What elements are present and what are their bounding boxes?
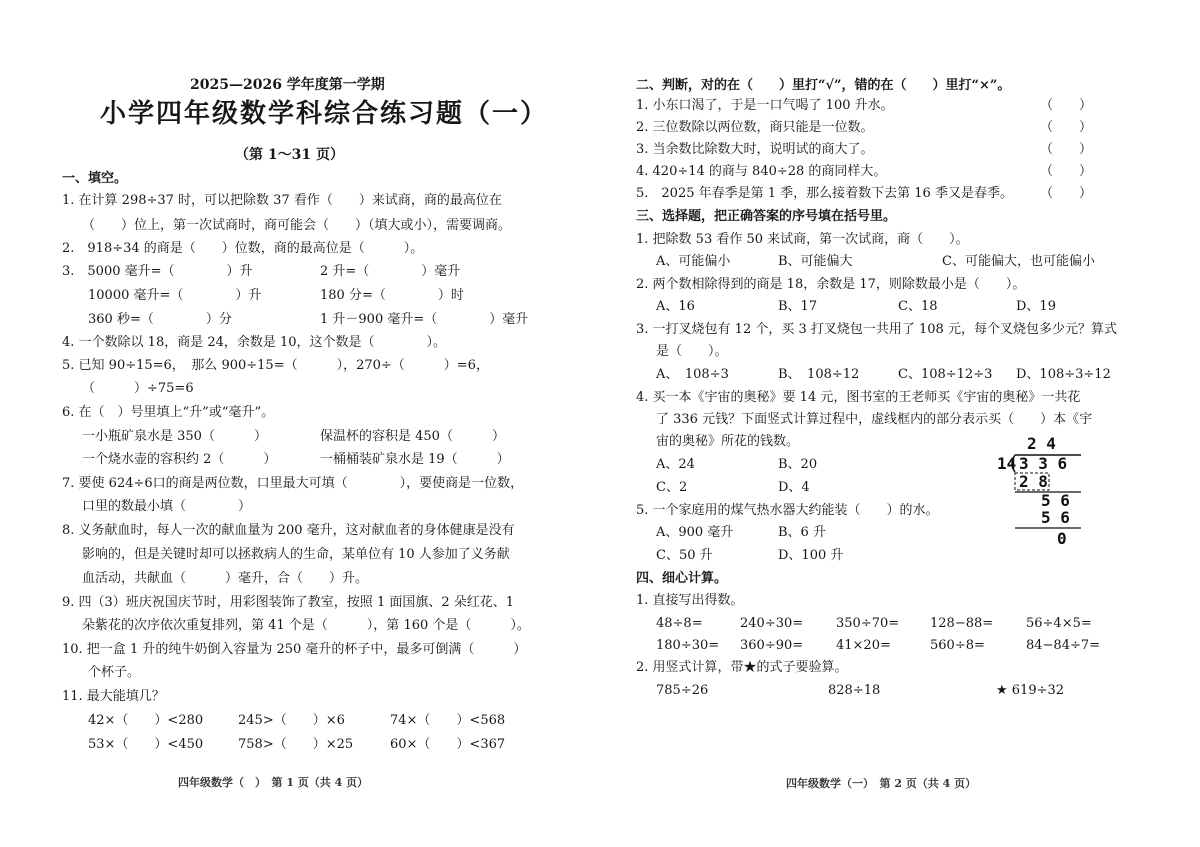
calc-item: 128−88=: [930, 616, 994, 631]
question-line: 2. 三位数除以两位数，商只能是一位数。: [636, 120, 874, 135]
option: C、50 升: [656, 548, 713, 563]
question-line: 180 分=（ ）时: [320, 288, 464, 303]
option: C、2: [656, 480, 688, 495]
right-page: [600, 0, 1200, 847]
question-line: 7. 要使 624÷6口的商是两位数，口里最大可填（ ），要使商是一位数，: [62, 476, 524, 491]
option: B、 108÷12: [778, 367, 860, 382]
long-division-diagram: [985, 432, 1095, 552]
option: A、可能偏小: [656, 254, 731, 269]
question-line: 5. 已知 90÷15=6， 那么 900÷15=（ ），270÷（ ）=6，: [62, 358, 489, 373]
calc-item: 785÷26: [656, 683, 709, 698]
option: A、24: [656, 457, 695, 472]
calc-item: 240÷30=: [740, 616, 804, 631]
question-line: 3. 5000 毫升=（ ）升: [62, 264, 253, 279]
question-line: 9. 四（3）班庆祝国庆节时，用彩图装饰了教室，按照 1 面国旗、2 朵红花、1: [62, 595, 515, 610]
division-step: 5 6: [1041, 491, 1070, 510]
answer-paren: （ ）: [1040, 120, 1093, 135]
option: B、20: [778, 457, 818, 472]
question-line: 一小瓶矿泉水是 350（ ）: [82, 429, 267, 444]
question-line: 1 升－900 毫升=（ ）毫升: [320, 312, 529, 327]
calc-item: 41×20=: [836, 638, 891, 653]
question-line: 4. 买一本《宇宙的奥秘》要 14 元，图书室的王老师买《宇宙的奥秘》一共花: [636, 390, 1081, 405]
page-footer: 四年级数学（ ） 第 1 页（共 4 页）: [178, 776, 369, 789]
answer-paren: （ ）: [1040, 164, 1093, 179]
question-line: 6. 在（ ）号里填上“升”或“毫升”。: [62, 405, 275, 420]
question-line: 1. 直接写出得数。: [636, 593, 744, 608]
division-quotient: 2 4: [1027, 434, 1056, 453]
question-line: （ ）位上，第一次试商时，商可能会（ ）（填大或小），需要调商。: [82, 218, 512, 233]
question-line: 口里的数最小填（ ）: [82, 499, 252, 514]
option: D、4: [778, 480, 810, 495]
section-heading: 四、细心计算。: [636, 571, 728, 586]
question-line: 360 秒=（ ）分: [88, 312, 232, 327]
calc-item: 560÷8=: [930, 638, 985, 653]
option: C、可能偏大，也可能偏小: [942, 254, 1095, 269]
calc-item: 48÷8=: [656, 616, 703, 631]
question-line: 3. 一打叉烧包有 12 个，买 3 打叉烧包一共用了 108 元，每个叉烧包多少元？算式: [636, 322, 1117, 337]
section-heading: 一、填空。: [62, 171, 128, 186]
question-line: 个杯子。: [88, 665, 141, 680]
page-footer: 四年级数学（一） 第 2 页（共 4 页）: [786, 777, 977, 790]
question-line: 3. 当余数比除数大时，说明试的商大了。: [636, 142, 874, 157]
question-line: 4. 一个数除以 18，商是 24，余数是 10，这个数是（ ）。: [62, 335, 447, 350]
calc-item: ★ 619÷32: [996, 683, 1065, 698]
school-year: 2025—2026 学年度第一学期: [190, 77, 385, 93]
option: B、可能偏大: [778, 254, 853, 269]
question-line: 245>（ ）×6: [238, 713, 345, 728]
option: D、100 升: [778, 548, 844, 563]
question-line: 了 336 元钱？下面竖式计算过程中，虚线框内的部分表示买（ ）本《宇: [656, 412, 1093, 427]
calc-item: 828÷18: [828, 683, 881, 698]
calc-item: 360÷90=: [740, 638, 804, 653]
division-step: 2 8: [1019, 472, 1048, 491]
option: A、 108÷3: [656, 367, 729, 382]
question-line: 5. 2025 年春季是第 1 季，那么接着数下去第 16 季又是春季。: [636, 186, 1013, 201]
option: D、108÷3÷12: [1016, 367, 1111, 382]
calc-item: 56÷4×5=: [1026, 616, 1092, 631]
question-line: 11. 最大能填几？: [62, 689, 165, 704]
section-heading: 二、判断，对的在（ ）里打“√”，错的在（ ）里打“×”。: [636, 78, 1011, 93]
question-line: 血活动，共献血（ ）毫升，合（ ）升。: [82, 571, 369, 586]
question-line: 一桶桶装矿泉水是 19（ ）: [320, 452, 510, 467]
question-line: 2 升=（ ）毫升: [320, 264, 461, 279]
calc-item: 84−84÷7=: [1026, 638, 1101, 653]
answer-paren: （ ）: [1040, 186, 1093, 201]
exam-title: 小学四年级数学科综合练习题（一）: [100, 99, 549, 129]
question-line: 53×（ ）<450: [88, 737, 204, 752]
division-dividend: 3 3 6: [1019, 454, 1068, 473]
answer-paren: （ ）: [1040, 98, 1093, 113]
division-step: 5 6: [1041, 508, 1070, 527]
option: A、16: [656, 299, 695, 314]
option: B、6 升: [778, 525, 826, 540]
question-line: 758>（ ）×25: [238, 737, 354, 752]
question-line: 1. 小东口渴了，于是一口气喝了 100 升水。: [636, 98, 894, 113]
option: B、17: [778, 299, 818, 314]
question-line: 10. 把一盒 1 升的纯牛奶倒入容量为 250 毫升的杯子中，最多可倒满（ ）: [62, 642, 527, 657]
question-line: 1. 在计算 298÷37 时，可以把除数 37 看作（ ）来试商，商的最高位在: [62, 193, 502, 208]
question-line: 宙的奥秘》所花的钱数。: [656, 434, 800, 449]
question-line: 4. 420÷14 的商与 840÷28 的商同样大。: [636, 164, 887, 179]
question-line: 保温杯的容积是 450（ ）: [320, 429, 505, 444]
division-divisor: 14: [997, 454, 1017, 473]
option: A、900 毫升: [656, 525, 734, 540]
option: C、18: [898, 299, 938, 314]
answer-paren: （ ）: [1040, 142, 1093, 157]
question-line: 是（ ）。: [656, 344, 728, 359]
question-line: 60×（ ）<367: [390, 737, 506, 752]
question-line: 5. 一个家庭用的煤气热水器大约能装（ ）的水。: [636, 503, 939, 518]
question-line: 影响的，但是关键时却可以拯救病人的生命，某单位有 10 人参加了义务献: [82, 547, 510, 562]
page-range: （第 1～31 页）: [235, 147, 344, 163]
question-line: 2. 918÷34 的商是（ ）位数，商的最高位是（ ）。: [62, 241, 424, 256]
question-line: 2. 用竖式计算，带★的式子要验算。: [636, 660, 848, 675]
calc-item: 180÷30=: [656, 638, 720, 653]
calc-item: 350÷70=: [836, 616, 900, 631]
question-line: 42×（ ）<280: [88, 713, 204, 728]
division-remainder: 0: [1057, 529, 1067, 548]
option: C、108÷12÷3: [898, 367, 993, 382]
question-line: 朵紫花的次序依次重复排列，第 41 个是（ ），第 160 个是（ ）。: [82, 618, 530, 633]
option: D、19: [1016, 299, 1056, 314]
question-line: 一个烧水壶的容积约 2（ ）: [82, 452, 277, 467]
question-line: 8. 义务献血时，每人一次的献血量为 200 毫升，这对献血者的身体健康是没有: [62, 523, 515, 538]
question-line: 10000 毫升=（ ）升: [88, 288, 262, 303]
question-line: 2. 两个数相除得到的商是 18，余数是 17，则除数最小是（ ）。: [636, 277, 1026, 292]
question-line: 1. 把除数 53 看作 50 来试商，第一次试商，商（ ）。: [636, 232, 969, 247]
section-heading: 三、选择题，把正确答案的序号填在括号里。: [636, 209, 897, 224]
question-line: 74×（ ）<568: [390, 713, 506, 728]
question-line: （ ）÷75=6: [82, 381, 194, 396]
